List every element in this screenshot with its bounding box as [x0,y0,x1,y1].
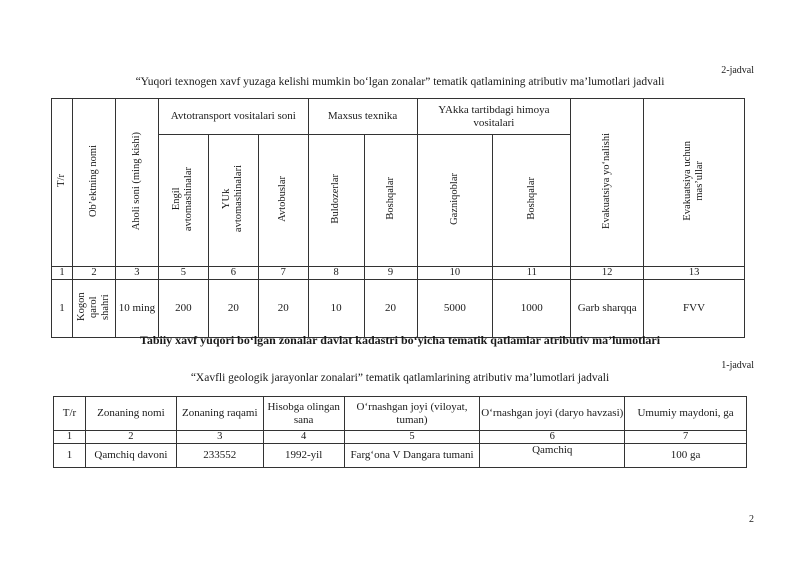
header-boshqalar1: Boshqalar [364,135,417,267]
table2 [53,396,747,468]
table1 [51,98,745,338]
header-population: Aholi soni (ming kishi) [115,99,158,267]
header-yakka: YAkka tartibdagi himoya vositalari [417,99,571,135]
table2-number-row: 1 2 3 4 5 6 7 [54,431,747,444]
header-maxsus: Maxsus texnika [308,99,417,135]
section-heading: Tabiiy xavf yuqori bo‘lgan zonalar davlat kadastri bo‘yicha tematik qatlamlar atributiv ma’lumotlari [139,333,661,347]
table-row: 1 Kogon qarol shahri 10 ming 200 20 20 10 20 5000 1000 Garb sharqqa FVV [52,280,745,338]
table1-label: 2-jadval [721,65,754,76]
page-number: 2 [749,514,754,525]
table1-number-row: 1 2 3 5 6 7 8 9 10 11 12 13 [52,267,745,280]
header-tr: T/r [52,99,73,267]
header-avtobuslar: Avtobuslar [258,135,308,267]
table-row: 1 Qamchiq davoni 233552 1992-yil Farg‘ona V Dangara tumani Qamchiq 100 ga [54,444,747,468]
header-boshqalar2: Boshqalar [493,135,571,267]
header-buldozerlar: Buldozerlar [308,135,364,267]
table1-caption: “Yuqori texnogen xavf yuzaga kelishi mumkin bo‘lgan zonalar” tematik qatlamining atributiv ma’lumotlari jadvali [135,76,665,88]
header-yuk: YUk avtomashinalari [208,135,258,267]
header-evak-yonalishi: Evakuatsiya yo‘nalishi [571,99,644,267]
table2-label: 1-jadval [721,360,754,371]
table2-caption: “Xavfli geologik jarayonlar zonalari” tematik qatlamlarining atributiv ma’lumotlari jadvali [190,372,610,384]
header-gazniqoblar: Gazniqoblar [417,135,493,267]
table2-header-row: T/r Zonaning nomi Zonaning raqami Hisobga olingan sana O‘rnashgan joyi (viloyat, tuman) O‘rnashgan joyi (daryo havzasi) Umumiy maydoni, ga [54,397,747,431]
header-object-name: Ob’ektning nomi [72,99,115,267]
header-yengil: Engil avtomashinalar [158,135,208,267]
cell-object-name: Kogon qarol shahri [72,280,115,338]
header-avtotransport: Avtotransport vositalari soni [158,99,308,135]
header-evak-uchun: Evakuatsiya uchun mas’ullar [644,99,745,267]
